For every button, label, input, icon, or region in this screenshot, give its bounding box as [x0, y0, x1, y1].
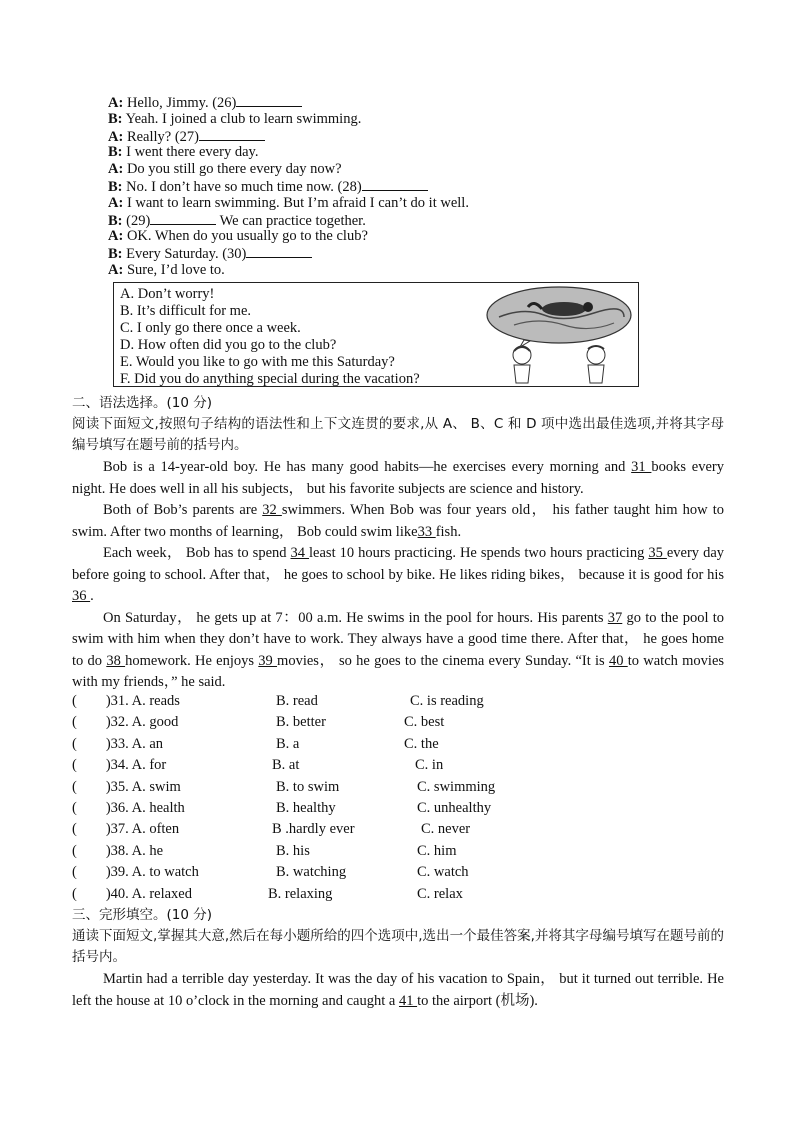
answer-blank[interactable]	[362, 178, 428, 191]
passage-1: Bob is a 14-year-old boy. He has many good habits—he exercises every morning and 31 books every night. He does well in all his subjects， but his favorite subjects are science and history. Both of Bob’s parents are 32 swimmers. When Bob was four years old， his father taught him how to swim. After two months of learning， Bob could swim like33 fish. Each week， Bob has to spend 34 least 10 hours practicing. He spends two hours practicing 35 every day before going to school. After that， he goes to school by bike. He likes riding bikes， because it is good for his 36 . On Saturday， he gets up at 7：00 a.m. He swims in the pool for hours. His parents 37 go to the pool to swim with him when they don’t have to work. They always have a good time there. After that， he goes home to do 38 homework. He enjoys 39 movies， so he goes to the cinema every Sunday. “It is 40 to watch movies with my friends，” he said.	[72, 459, 725, 690]
option-b: B. healthy	[276, 800, 336, 816]
option-c: C. relax	[417, 885, 463, 902]
dialogue-text: Yeah. I joined a club to learn swimming.	[125, 110, 362, 127]
question-number-option-a: ( )33. A. an	[72, 735, 164, 752]
options-box	[113, 282, 639, 387]
dialogue-line	[108, 262, 225, 279]
dialogue-text: Sure, I’d love to.	[126, 262, 225, 278]
question-number-option-a: ( )40. A. relaxed	[72, 885, 192, 902]
option-b: B. a	[276, 735, 300, 752]
option-c: C. watch	[417, 864, 469, 881]
blank-37: 37	[607, 609, 623, 626]
dialogue-line	[108, 128, 265, 146]
blank-40: 40	[608, 652, 628, 669]
dialogue-line	[108, 228, 368, 245]
option-f: F. Did you do anything special during the vacation?	[120, 371, 420, 387]
blank-31: 31	[631, 459, 652, 475]
section3-instructions: 通读下面短文,掌握其大意,然后在每小题所给的四个选项中,选出一个最佳答案,并将其字母编号填写在题号前的括号内。	[72, 928, 724, 965]
section3-heading: 三、完形填空。(10 分)	[72, 907, 213, 923]
speaker-label: B:	[108, 144, 123, 161]
speaker-label: B:	[108, 246, 123, 263]
question-number-option-a: ( )38. A. he	[72, 842, 164, 859]
blank-38: 38	[106, 652, 126, 669]
option-e: E. Would you like to go with me this Saturday?	[120, 354, 395, 370]
blank-39: 39	[258, 652, 278, 669]
dialogue-text: Do you still go there every day now?	[126, 161, 342, 178]
option-c: C. unhealthy	[417, 800, 492, 816]
option-c: C. swimming	[417, 778, 496, 795]
answer-blank[interactable]	[236, 94, 302, 107]
option-b: B. to swim	[276, 778, 340, 795]
dialogue-text: Really? (27)	[126, 128, 200, 145]
dialogue-line	[108, 212, 366, 230]
dialogue-text: I went there every day.	[126, 144, 259, 161]
dialogue-line	[108, 178, 428, 196]
option-a: A. Don’t worry!	[120, 286, 215, 302]
blank-33: 33	[417, 523, 436, 540]
answer-blank[interactable]	[246, 245, 312, 258]
option-d: D. How often did you go to the club?	[120, 337, 337, 353]
question-number-option-a: ( )32. A. good	[72, 714, 179, 731]
dialogue-line	[108, 245, 312, 263]
dialogue-text: Every Saturday. (30)	[126, 246, 247, 263]
option-b: B. relaxing	[268, 885, 333, 902]
question-number-option-a: ( )37. A. often	[72, 821, 180, 838]
speaker-label: B:	[108, 110, 123, 127]
dialogue-text: (29)	[126, 212, 151, 229]
option-c: C. him	[417, 842, 457, 859]
speaker-label: A:	[108, 128, 124, 145]
dialogue-line	[108, 195, 469, 212]
option-b: B .hardly ever	[272, 821, 355, 838]
blank-34: 34	[290, 545, 310, 561]
speaker-label: A:	[108, 95, 124, 111]
dialogue-text-after: We can practice together.	[216, 212, 366, 229]
swimming-illustration	[484, 285, 634, 385]
dialogue-text: Hello, Jimmy. (26)	[126, 95, 237, 111]
speaker-label: A:	[108, 194, 124, 211]
speaker-label: B:	[108, 212, 123, 229]
option-b: B. It’s difficult for me.	[120, 303, 252, 319]
option-b: B. better	[276, 714, 326, 731]
speaker-label: A:	[108, 228, 124, 245]
dialogue-line	[108, 144, 258, 161]
blank-35: 35	[648, 545, 667, 561]
question-number-option-a: ( )39. A. to watch	[72, 864, 199, 881]
speaker-label: A:	[108, 161, 124, 178]
speaker-label: B:	[108, 179, 123, 195]
dialogue-text: I want to learn swimming. But I’m afraid I can’t do it well.	[126, 194, 469, 211]
option-b: B. read	[276, 693, 318, 709]
question-number-option-a: ( )31. A. reads	[72, 693, 180, 709]
dialogue-line	[108, 161, 342, 178]
option-c: C. best	[404, 714, 445, 731]
section2-instructions: 阅读下面短文,按照句子结构的语法性和上下文连贯的要求,从 A、 B、C 和 D 项中选出最佳选项,并将其字母编号填写在题号前的括号内。	[72, 416, 724, 453]
option-c: C. never	[421, 821, 471, 838]
answer-blank[interactable]	[150, 212, 216, 225]
option-c: C. the	[404, 735, 439, 752]
passage-2: Martin had a terrible day yesterday. It was the day of his vacation to Spain， but it turned out terrible. He left the house at 10 o’clock in the morning and caught a 41 to the airport (机场).	[72, 971, 724, 1009]
option-c: C. in	[415, 757, 444, 774]
dialogue-line	[108, 94, 302, 112]
dialogue-text: OK. When do you usually go to the club?	[126, 228, 368, 245]
option-c: C. is reading	[410, 693, 484, 709]
answer-blank[interactable]	[199, 128, 265, 141]
blank-32: 32	[262, 502, 282, 518]
speaker-label: A:	[108, 262, 124, 278]
question-number-option-a: ( )35. A. swim	[72, 778, 181, 795]
option-b: B. watching	[276, 864, 347, 881]
question-number-option-a: ( )34. A. for	[72, 757, 167, 774]
section2-heading: 二、语法选择。(10 分)	[72, 395, 213, 411]
blank-36: 36	[72, 588, 91, 604]
blank-41: 41	[398, 992, 418, 1009]
dialogue-line	[108, 111, 361, 128]
question-number-option-a: ( )36. A. health	[72, 800, 185, 816]
option-c: C. I only go there once a week.	[120, 320, 301, 336]
option-b: B. his	[276, 842, 310, 859]
dialogue-text: No. I don’t have so much time now. (28)	[126, 179, 362, 195]
option-b: B. at	[272, 757, 300, 774]
